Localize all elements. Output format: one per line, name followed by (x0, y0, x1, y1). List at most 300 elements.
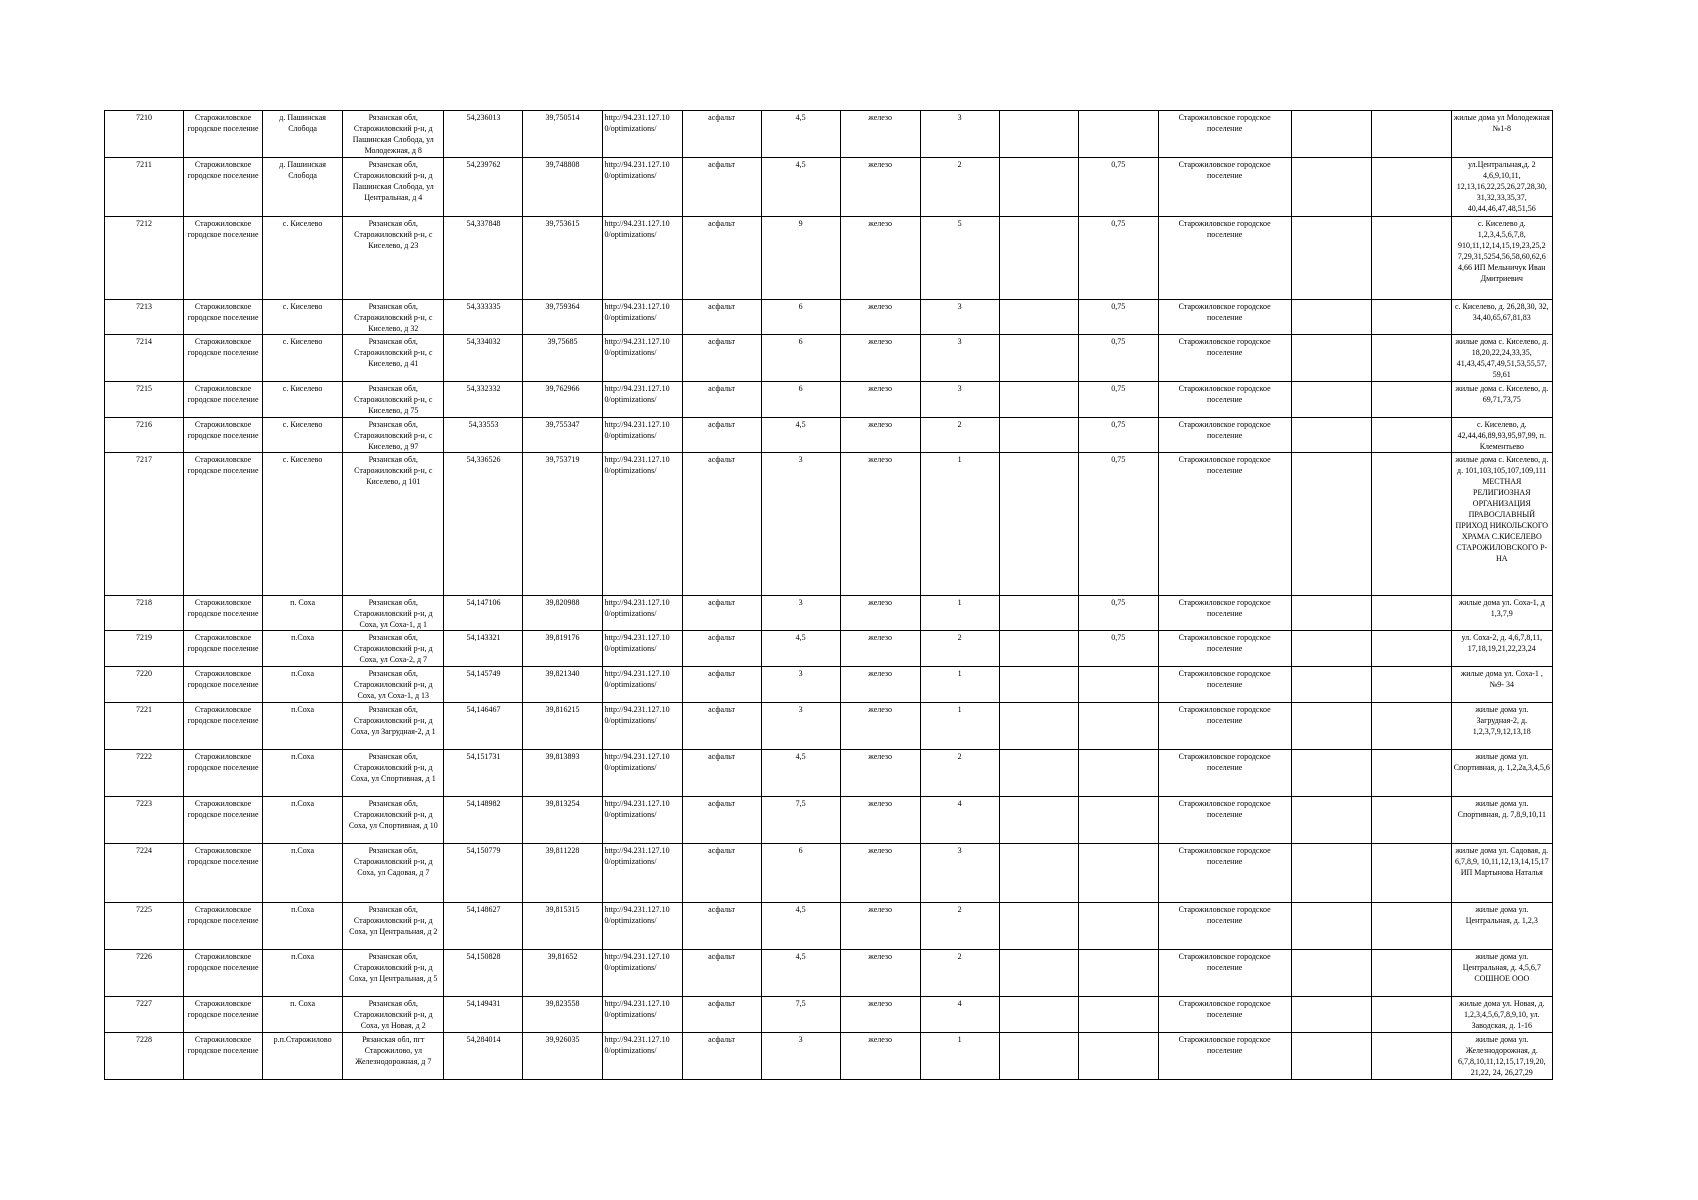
cell-area: 3 (761, 667, 840, 703)
cell-address: Рязанская обл, Старожиловский р-н, с Киселево, д 23 (343, 217, 444, 300)
cell-blank (1371, 797, 1451, 844)
cell-volume1 (999, 667, 1078, 703)
cell-area: 3 (761, 1033, 840, 1080)
table-row (105, 631, 1553, 667)
cell-extra (1291, 453, 1371, 596)
cell-settlement: Старожиловское городское поселение (184, 631, 263, 667)
cell-settlement: Старожиловское городское поселение (184, 1033, 263, 1080)
cell-count: 1 (920, 1033, 999, 1080)
cell-owner: Старожиловское городское поселение (1158, 335, 1291, 382)
cell-volume1 (999, 950, 1078, 997)
cell-id: 7226 (105, 950, 184, 997)
cell-owner: Старожиловское городское поселение (1158, 217, 1291, 300)
table-row (105, 997, 1553, 1033)
cell-address: Рязанская обл, пгт Старожилово, ул Железнодорожная, д 7 (343, 1033, 444, 1080)
cell-count: 3 (920, 300, 999, 335)
cell-lon: 39,813893 (523, 750, 602, 797)
cell-surface: асфальт (682, 703, 761, 750)
cell-address: Рязанская обл, Старожиловский р-н, д Соха, ул Соха-1, д 1 (343, 596, 444, 631)
cell-url: http://94.231.127.10 0/optimizations/ (602, 950, 682, 997)
cell-id: 7217 (105, 453, 184, 596)
cell-extra (1291, 335, 1371, 382)
cell-surface: асфальт (682, 300, 761, 335)
cell-lon: 39,819176 (523, 631, 602, 667)
cell-owner: Старожиловское городское поселение (1158, 903, 1291, 950)
cell-count: 4 (920, 797, 999, 844)
cell-area: 3 (761, 703, 840, 750)
cell-lon: 39,926035 (523, 1033, 602, 1080)
cell-volume1 (999, 844, 1078, 903)
cell-volume1 (999, 997, 1078, 1033)
cell-owner: Старожиловское городское поселение (1158, 950, 1291, 997)
cell-sources: жилые дома с. Киселево, д. д. 101,103,105,107,109,111 МЕСТНАЯ РЕЛИГИОЗНАЯ ОРГАНИЗАЦИЯ ПРАВОСЛАВНЫЙ ПРИХОД НИКОЛЬСКОГО ХРАМА С.КИСЕЛЕВО СТАРОЖИЛОВСКОГО Р-НА (1451, 453, 1552, 596)
cell-id: 7221 (105, 703, 184, 750)
cell-locality: п.Соха (263, 950, 343, 997)
table-row (105, 217, 1553, 300)
cell-settlement: Старожиловское городское поселение (184, 997, 263, 1033)
cell-id: 7218 (105, 596, 184, 631)
cell-count: 5 (920, 217, 999, 300)
table-row (105, 382, 1553, 418)
cell-locality: п. Соха (263, 596, 343, 631)
cell-area: 4,5 (761, 950, 840, 997)
cell-lon: 39,753719 (523, 453, 602, 596)
cell-lon: 39,815315 (523, 903, 602, 950)
cell-address: Рязанская обл, Старожиловский р-н, д Соха, ул Центральная, д 5 (343, 950, 444, 997)
cell-address: Рязанская обл, Старожиловский р-н, с Киселево, д 97 (343, 418, 444, 453)
cell-material: железо (840, 596, 920, 631)
cell-url: http://94.231.127.10 0/optimizations/ (602, 797, 682, 844)
cell-locality: п.Соха (263, 797, 343, 844)
table-row (105, 418, 1553, 453)
cell-locality: с. Киселево (263, 300, 343, 335)
cell-count: 2 (920, 950, 999, 997)
cell-owner: Старожиловское городское поселение (1158, 418, 1291, 453)
cell-volume2 (1078, 703, 1158, 750)
cell-count: 1 (920, 667, 999, 703)
cell-owner: Старожиловское городское поселение (1158, 631, 1291, 667)
cell-area: 6 (761, 335, 840, 382)
cell-address: Рязанская обл, Старожиловский р-н, д Соха, ул Соха-1, д 13 (343, 667, 444, 703)
cell-surface: асфальт (682, 797, 761, 844)
cell-locality: п. Соха (263, 997, 343, 1033)
cell-locality: п.Соха (263, 631, 343, 667)
cell-blank (1371, 903, 1451, 950)
cell-id: 7210 (105, 111, 184, 158)
cell-volume1 (999, 158, 1078, 217)
cell-count: 1 (920, 703, 999, 750)
cell-count: 4 (920, 997, 999, 1033)
cell-surface: асфальт (682, 997, 761, 1033)
cell-surface: асфальт (682, 631, 761, 667)
cell-volume2 (1078, 844, 1158, 903)
cell-blank (1371, 418, 1451, 453)
cell-blank (1371, 300, 1451, 335)
cell-lon: 39,762966 (523, 382, 602, 418)
cell-extra (1291, 158, 1371, 217)
cell-area: 6 (761, 300, 840, 335)
cell-lat: 54,150779 (444, 844, 523, 903)
cell-lon: 39,823558 (523, 997, 602, 1033)
cell-address: Рязанская обл, Старожиловский р-н, д Пашинская Слобода, ул Центральная, д 4 (343, 158, 444, 217)
cell-blank (1371, 750, 1451, 797)
registry-sheet (104, 110, 1553, 1080)
cell-url: http://94.231.127.10 0/optimizations/ (602, 903, 682, 950)
table-row (105, 453, 1553, 596)
cell-sources: жилые дома ул. Центральная, д. 1,2,3 (1451, 903, 1552, 950)
cell-sources: жилые дома ул Молодежная №1-8 (1451, 111, 1552, 158)
cell-volume1 (999, 750, 1078, 797)
cell-lon: 39,750514 (523, 111, 602, 158)
cell-owner: Старожиловское городское поселение (1158, 750, 1291, 797)
cell-area: 3 (761, 596, 840, 631)
cell-material: железо (840, 750, 920, 797)
cell-material: железо (840, 703, 920, 750)
cell-owner: Старожиловское городское поселение (1158, 797, 1291, 844)
cell-settlement: Старожиловское городское поселение (184, 418, 263, 453)
cell-id: 7220 (105, 667, 184, 703)
cell-surface: асфальт (682, 111, 761, 158)
cell-count: 2 (920, 903, 999, 950)
cell-extra (1291, 750, 1371, 797)
cell-volume2: 0,75 (1078, 300, 1158, 335)
table-row (105, 111, 1553, 158)
cell-area: 4,5 (761, 750, 840, 797)
cell-area: 7,5 (761, 997, 840, 1033)
cell-address: Рязанская обл, Старожиловский р-н, д Соха, ул Новая, д 2 (343, 997, 444, 1033)
cell-id: 7224 (105, 844, 184, 903)
cell-settlement: Старожиловское городское поселение (184, 158, 263, 217)
cell-extra (1291, 111, 1371, 158)
cell-area: 4,5 (761, 631, 840, 667)
cell-blank (1371, 667, 1451, 703)
cell-locality: п.Соха (263, 750, 343, 797)
table-row (105, 667, 1553, 703)
cell-volume2: 0,75 (1078, 596, 1158, 631)
cell-lon: 39,816215 (523, 703, 602, 750)
cell-volume1 (999, 453, 1078, 596)
cell-url: http://94.231.127.10 0/optimizations/ (602, 158, 682, 217)
cell-locality: п.Соха (263, 703, 343, 750)
cell-address: Рязанская обл, Старожиловский р-н, с Киселево, д 41 (343, 335, 444, 382)
table-body (105, 111, 1553, 1080)
cell-owner: Старожиловское городское поселение (1158, 997, 1291, 1033)
cell-id: 7228 (105, 1033, 184, 1080)
cell-address: Рязанская обл, Старожиловский р-н, д Соха, ул Садовая, д 7 (343, 844, 444, 903)
cell-owner: Старожиловское городское поселение (1158, 158, 1291, 217)
cell-lat: 54,151731 (444, 750, 523, 797)
cell-sources: жилые дома с. Киселево, д. 18,20,22,24,33,35, 41,43,45,47,49,51,53,55,57, 59,61 (1451, 335, 1552, 382)
cell-locality: с. Киселево (263, 418, 343, 453)
cell-lat: 54,332332 (444, 382, 523, 418)
cell-lon: 39,748808 (523, 158, 602, 217)
cell-lat: 54,33553 (444, 418, 523, 453)
cell-volume1 (999, 631, 1078, 667)
cell-lat: 54,333335 (444, 300, 523, 335)
cell-blank (1371, 111, 1451, 158)
cell-lat: 54,143321 (444, 631, 523, 667)
cell-sources: с. Киселево, д. 42,44,46,89,93,95,97,99, п. Клементьево (1451, 418, 1552, 453)
cell-volume2 (1078, 950, 1158, 997)
cell-owner: Старожиловское городское поселение (1158, 596, 1291, 631)
cell-lon: 39,755347 (523, 418, 602, 453)
cell-volume1 (999, 903, 1078, 950)
cell-material: железо (840, 418, 920, 453)
cell-url: http://94.231.127.10 0/optimizations/ (602, 750, 682, 797)
cell-sources: ул.Центральная,д. 2 4,6,9,10,11, 12,13,16,22,25,26,27,28,30, 31,32,33,35,37, 40,44,46,47,48,51,56 (1451, 158, 1552, 217)
cell-lon: 39,75685 (523, 335, 602, 382)
cell-url: http://94.231.127.10 0/optimizations/ (602, 631, 682, 667)
cell-material: железо (840, 903, 920, 950)
cell-volume2 (1078, 997, 1158, 1033)
cell-settlement: Старожиловское городское поселение (184, 703, 263, 750)
cell-owner: Старожиловское городское поселение (1158, 111, 1291, 158)
cell-extra (1291, 903, 1371, 950)
table-row (105, 596, 1553, 631)
cell-settlement: Старожиловское городское поселение (184, 335, 263, 382)
cell-material: железо (840, 335, 920, 382)
cell-url: http://94.231.127.10 0/optimizations/ (602, 1033, 682, 1080)
cell-material: железо (840, 111, 920, 158)
cell-settlement: Старожиловское городское поселение (184, 903, 263, 950)
cell-extra (1291, 382, 1371, 418)
cell-locality: р.п.Старожилово (263, 1033, 343, 1080)
cell-url: http://94.231.127.10 0/optimizations/ (602, 997, 682, 1033)
cell-settlement: Старожиловское городское поселение (184, 596, 263, 631)
cell-area: 4,5 (761, 111, 840, 158)
cell-surface: асфальт (682, 217, 761, 300)
cell-area: 6 (761, 844, 840, 903)
cell-volume2 (1078, 111, 1158, 158)
cell-count: 3 (920, 382, 999, 418)
cell-url: http://94.231.127.10 0/optimizations/ (602, 111, 682, 158)
container-sites-table (104, 110, 1553, 1080)
cell-extra (1291, 631, 1371, 667)
cell-address: Рязанская обл, Старожиловский р-н, д Пашинская Слобода, ул Молодежная, д 8 (343, 111, 444, 158)
cell-material: железо (840, 158, 920, 217)
cell-count: 1 (920, 453, 999, 596)
cell-volume2 (1078, 667, 1158, 703)
cell-locality: с. Киселево (263, 453, 343, 596)
cell-surface: асфальт (682, 750, 761, 797)
cell-url: http://94.231.127.10 0/optimizations/ (602, 667, 682, 703)
cell-settlement: Старожиловское городское поселение (184, 111, 263, 158)
cell-owner: Старожиловское городское поселение (1158, 667, 1291, 703)
cell-lat: 54,337848 (444, 217, 523, 300)
cell-owner: Старожиловское городское поселение (1158, 1033, 1291, 1080)
cell-surface: асфальт (682, 667, 761, 703)
cell-surface: асфальт (682, 1033, 761, 1080)
cell-blank (1371, 631, 1451, 667)
cell-owner: Старожиловское городское поселение (1158, 382, 1291, 418)
cell-volume2: 0,75 (1078, 217, 1158, 300)
cell-address: Рязанская обл, Старожиловский р-н, д Соха, ул Загрудная-2, д 1 (343, 703, 444, 750)
cell-address: Рязанская обл, Старожиловский р-н, д Соха, ул Спортивная, д 10 (343, 797, 444, 844)
cell-count: 2 (920, 750, 999, 797)
cell-sources: с. Киселево д. 1,2,3,4,5,6,7,8, 910,11,12,14,15,19,23,25,2 7,29,31,5254,56,58,60,62,6 4,66 ИП Мельничук Иван Дмитриевич (1451, 217, 1552, 300)
cell-lat: 54,236013 (444, 111, 523, 158)
cell-volume2: 0,75 (1078, 631, 1158, 667)
cell-lon: 39,811228 (523, 844, 602, 903)
cell-blank (1371, 703, 1451, 750)
cell-locality: с. Киселево (263, 382, 343, 418)
cell-volume1 (999, 335, 1078, 382)
cell-url: http://94.231.127.10 0/optimizations/ (602, 844, 682, 903)
cell-sources: жилые дома ул. Соха-1 , №9- 34 (1451, 667, 1552, 703)
cell-url: http://94.231.127.10 0/optimizations/ (602, 703, 682, 750)
cell-surface: асфальт (682, 453, 761, 596)
cell-volume1 (999, 382, 1078, 418)
cell-sources: жилые дома ул. Спортивная, д. 1,2,2а,3,4,5,6 (1451, 750, 1552, 797)
cell-sources: жилые дома ул. Соха-1, д 1,3,7,9 (1451, 596, 1552, 631)
cell-area: 3 (761, 453, 840, 596)
cell-locality: п.Соха (263, 903, 343, 950)
cell-material: железо (840, 950, 920, 997)
cell-lon: 39,820988 (523, 596, 602, 631)
cell-owner: Старожиловское городское поселение (1158, 300, 1291, 335)
cell-volume2: 0,75 (1078, 335, 1158, 382)
cell-volume1 (999, 797, 1078, 844)
cell-id: 7216 (105, 418, 184, 453)
cell-volume2 (1078, 903, 1158, 950)
cell-address: Рязанская обл, Старожиловский р-н, с Киселево, д 75 (343, 382, 444, 418)
cell-blank (1371, 950, 1451, 997)
cell-url: http://94.231.127.10 0/optimizations/ (602, 300, 682, 335)
cell-locality: с. Киселево (263, 335, 343, 382)
cell-url: http://94.231.127.10 0/optimizations/ (602, 418, 682, 453)
cell-id: 7212 (105, 217, 184, 300)
cell-url: http://94.231.127.10 0/optimizations/ (602, 453, 682, 596)
cell-surface: асфальт (682, 158, 761, 217)
table-row (105, 300, 1553, 335)
cell-surface: асфальт (682, 844, 761, 903)
cell-id: 7219 (105, 631, 184, 667)
cell-blank (1371, 335, 1451, 382)
cell-material: железо (840, 631, 920, 667)
cell-extra (1291, 667, 1371, 703)
cell-material: железо (840, 667, 920, 703)
cell-material: железо (840, 797, 920, 844)
cell-volume2 (1078, 1033, 1158, 1080)
cell-blank (1371, 158, 1451, 217)
cell-volume2: 0,75 (1078, 418, 1158, 453)
cell-volume2 (1078, 797, 1158, 844)
table-row (105, 1033, 1553, 1080)
cell-lon: 39,759364 (523, 300, 602, 335)
cell-surface: асфальт (682, 382, 761, 418)
cell-blank (1371, 453, 1451, 596)
cell-extra (1291, 1033, 1371, 1080)
cell-settlement: Старожиловское городское поселение (184, 300, 263, 335)
cell-owner: Старожиловское городское поселение (1158, 703, 1291, 750)
cell-count: 1 (920, 596, 999, 631)
table-row (105, 903, 1553, 950)
cell-url: http://94.231.127.10 0/optimizations/ (602, 596, 682, 631)
cell-blank (1371, 382, 1451, 418)
cell-settlement: Старожиловское городское поселение (184, 797, 263, 844)
cell-address: Рязанская обл, Старожиловский р-н, с Киселево, д 101 (343, 453, 444, 596)
cell-material: железо (840, 300, 920, 335)
cell-area: 4,5 (761, 418, 840, 453)
cell-material: железо (840, 217, 920, 300)
cell-lat: 54,148627 (444, 903, 523, 950)
table-row (105, 844, 1553, 903)
cell-address: Рязанская обл, Старожиловский р-н, д Соха, ул Центральная, д 2 (343, 903, 444, 950)
cell-id: 7225 (105, 903, 184, 950)
cell-owner: Старожиловское городское поселение (1158, 844, 1291, 903)
cell-extra (1291, 844, 1371, 903)
cell-settlement: Старожиловское городское поселение (184, 667, 263, 703)
cell-address: Рязанская обл, Старожиловский р-н, д Соха, ул Соха-2, д 7 (343, 631, 444, 667)
cell-extra (1291, 596, 1371, 631)
cell-locality: с. Киселево (263, 217, 343, 300)
cell-settlement: Старожиловское городское поселение (184, 750, 263, 797)
cell-sources: жилые дома ул. Центральная, д. 4,5,6,7 СОШНОЕ ООО (1451, 950, 1552, 997)
cell-locality: п.Соха (263, 844, 343, 903)
cell-volume1 (999, 596, 1078, 631)
cell-id: 7223 (105, 797, 184, 844)
cell-material: железо (840, 1033, 920, 1080)
cell-area: 4,5 (761, 158, 840, 217)
cell-settlement: Старожиловское городское поселение (184, 217, 263, 300)
cell-lat: 54,150828 (444, 950, 523, 997)
cell-material: железо (840, 844, 920, 903)
cell-surface: асфальт (682, 335, 761, 382)
cell-lat: 54,146467 (444, 703, 523, 750)
cell-url: http://94.231.127.10 0/optimizations/ (602, 335, 682, 382)
cell-count: 2 (920, 158, 999, 217)
cell-surface: асфальт (682, 903, 761, 950)
table-row (105, 158, 1553, 217)
cell-extra (1291, 418, 1371, 453)
cell-extra (1291, 300, 1371, 335)
cell-url: http://94.231.127.10 0/optimizations/ (602, 382, 682, 418)
cell-volume2: 0,75 (1078, 453, 1158, 596)
cell-sources: ул. Соха-2, д. 4,6,7,8,11, 17,18,19,21,22,23,24 (1451, 631, 1552, 667)
cell-lon: 39,81652 (523, 950, 602, 997)
cell-sources: жилые дома ул. Садовая, д. 6,7,8,9, 10,11,12,13,14,15,17 ИП Мартынова Наталья (1451, 844, 1552, 903)
cell-lat: 54,239762 (444, 158, 523, 217)
cell-lat: 54,148982 (444, 797, 523, 844)
cell-material: железо (840, 997, 920, 1033)
cell-blank (1371, 844, 1451, 903)
cell-volume1 (999, 418, 1078, 453)
cell-volume1 (999, 1033, 1078, 1080)
cell-sources: жилые дома ул. Загрудная-2, д. 1,2,3,7,9,12,13,18 (1451, 703, 1552, 750)
cell-url: http://94.231.127.10 0/optimizations/ (602, 217, 682, 300)
cell-sources: жилые дома ул. Спортивная, д. 7,8,9,10,11 (1451, 797, 1552, 844)
cell-volume1 (999, 300, 1078, 335)
cell-volume1 (999, 703, 1078, 750)
cell-lat: 54,284014 (444, 1033, 523, 1080)
cell-id: 7215 (105, 382, 184, 418)
cell-id: 7227 (105, 997, 184, 1033)
cell-area: 6 (761, 382, 840, 418)
cell-lon: 39,753615 (523, 217, 602, 300)
cell-lat: 54,336526 (444, 453, 523, 596)
cell-settlement: Старожиловское городское поселение (184, 844, 263, 903)
cell-material: железо (840, 382, 920, 418)
cell-address: Рязанская обл, Старожиловский р-н, с Киселево, д 32 (343, 300, 444, 335)
cell-sources: жилые дома ул. Железнодорожная, д. 6,7,8,10,11,12,15,17,19,20, 21,22, 24, 26,27,29 (1451, 1033, 1552, 1080)
cell-sources: жилые дома ул. Новая, д. 1,2,3,4,5,6,7,8,9,10, ул. Заводская, д. 1-16 (1451, 997, 1552, 1033)
cell-locality: д. Пашинская Слобода (263, 158, 343, 217)
cell-id: 7214 (105, 335, 184, 382)
cell-sources: с. Киселево, д. 26,28,30, 32, 34,40,65,67,81,83 (1451, 300, 1552, 335)
cell-surface: асфальт (682, 418, 761, 453)
cell-locality: д. Пашинская Слобода (263, 111, 343, 158)
cell-id: 7222 (105, 750, 184, 797)
